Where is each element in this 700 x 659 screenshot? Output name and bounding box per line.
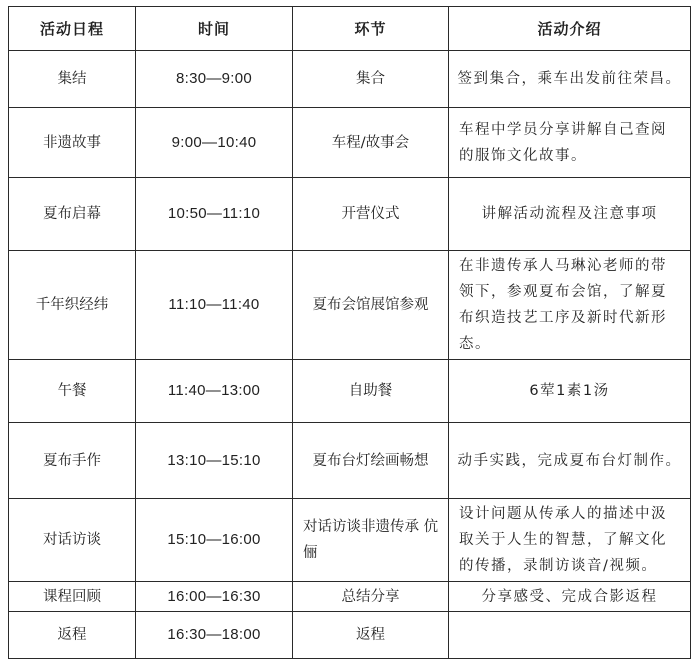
activity-cell: 非遗故事 (9, 108, 136, 178)
session-cell: 开营仪式 (293, 178, 449, 251)
table-row (9, 51, 691, 108)
session-cell: 返程 (293, 612, 449, 659)
time-cell: 11:10—11:40 (136, 251, 293, 360)
time-cell: 11:40—13:00 (136, 360, 293, 423)
description-cell (449, 612, 691, 659)
description-cell: 6荤1素1汤 (449, 360, 691, 423)
description-cell: 讲解活动流程及注意事项 (449, 178, 691, 251)
header-description: 活动介绍 (449, 7, 691, 51)
table-row (9, 423, 691, 499)
time-cell: 16:30—18:00 (136, 612, 293, 659)
schedule-table (8, 6, 691, 659)
table-row (9, 108, 691, 178)
table-row (9, 251, 691, 360)
session-cell: 总结分享 (293, 582, 449, 612)
table-row (9, 360, 691, 423)
session-cell: 车程/故事会 (293, 108, 449, 178)
table-row (9, 612, 691, 659)
session-cell: 对话访谈非遗传承 伉俪 (293, 499, 449, 582)
table-row (9, 499, 691, 582)
activity-cell: 返程 (9, 612, 136, 659)
activity-cell: 课程回顾 (9, 582, 136, 612)
activity-cell: 集结 (9, 51, 136, 108)
header-session: 环节 (293, 7, 449, 51)
time-cell: 9:00—10:40 (136, 108, 293, 178)
activity-cell: 夏布手作 (9, 423, 136, 499)
header-time: 时间 (136, 7, 293, 51)
table-row (9, 582, 691, 612)
session-cell: 夏布会馆展馆参观 (293, 251, 449, 360)
time-cell: 13:10—15:10 (136, 423, 293, 499)
session-cell: 自助餐 (293, 360, 449, 423)
description-cell: 在非遗传承人马琳沁老师的带领下，参观夏布会馆，了解夏布织造技艺工序及新时代新形态。 (449, 251, 691, 360)
session-cell: 夏布台灯绘画畅想 (293, 423, 449, 499)
table-row (9, 178, 691, 251)
time-cell: 16:00—16:30 (136, 582, 293, 612)
activity-cell: 千年织经纬 (9, 251, 136, 360)
description-cell: 分享感受、完成合影返程 (449, 582, 691, 612)
description-cell: 签到集合，乘车出发前往荣昌。 (449, 51, 691, 108)
header-row (9, 7, 691, 51)
session-cell: 集合 (293, 51, 449, 108)
time-cell: 8:30—9:00 (136, 51, 293, 108)
description-cell: 设计问题从传承人的描述中汲取关于人生的智慧，了解文化的传播，录制访谈音/视频。 (449, 499, 691, 582)
activity-cell: 午餐 (9, 360, 136, 423)
time-cell: 15:10—16:00 (136, 499, 293, 582)
time-cell: 10:50—11:10 (136, 178, 293, 251)
description-cell: 车程中学员分享讲解自己查阅的服饰文化故事。 (449, 108, 691, 178)
description-cell: 动手实践，完成夏布台灯制作。 (449, 423, 691, 499)
activity-cell: 夏布启幕 (9, 178, 136, 251)
header-activity: 活动日程 (9, 7, 136, 51)
activity-cell: 对话访谈 (9, 499, 136, 582)
